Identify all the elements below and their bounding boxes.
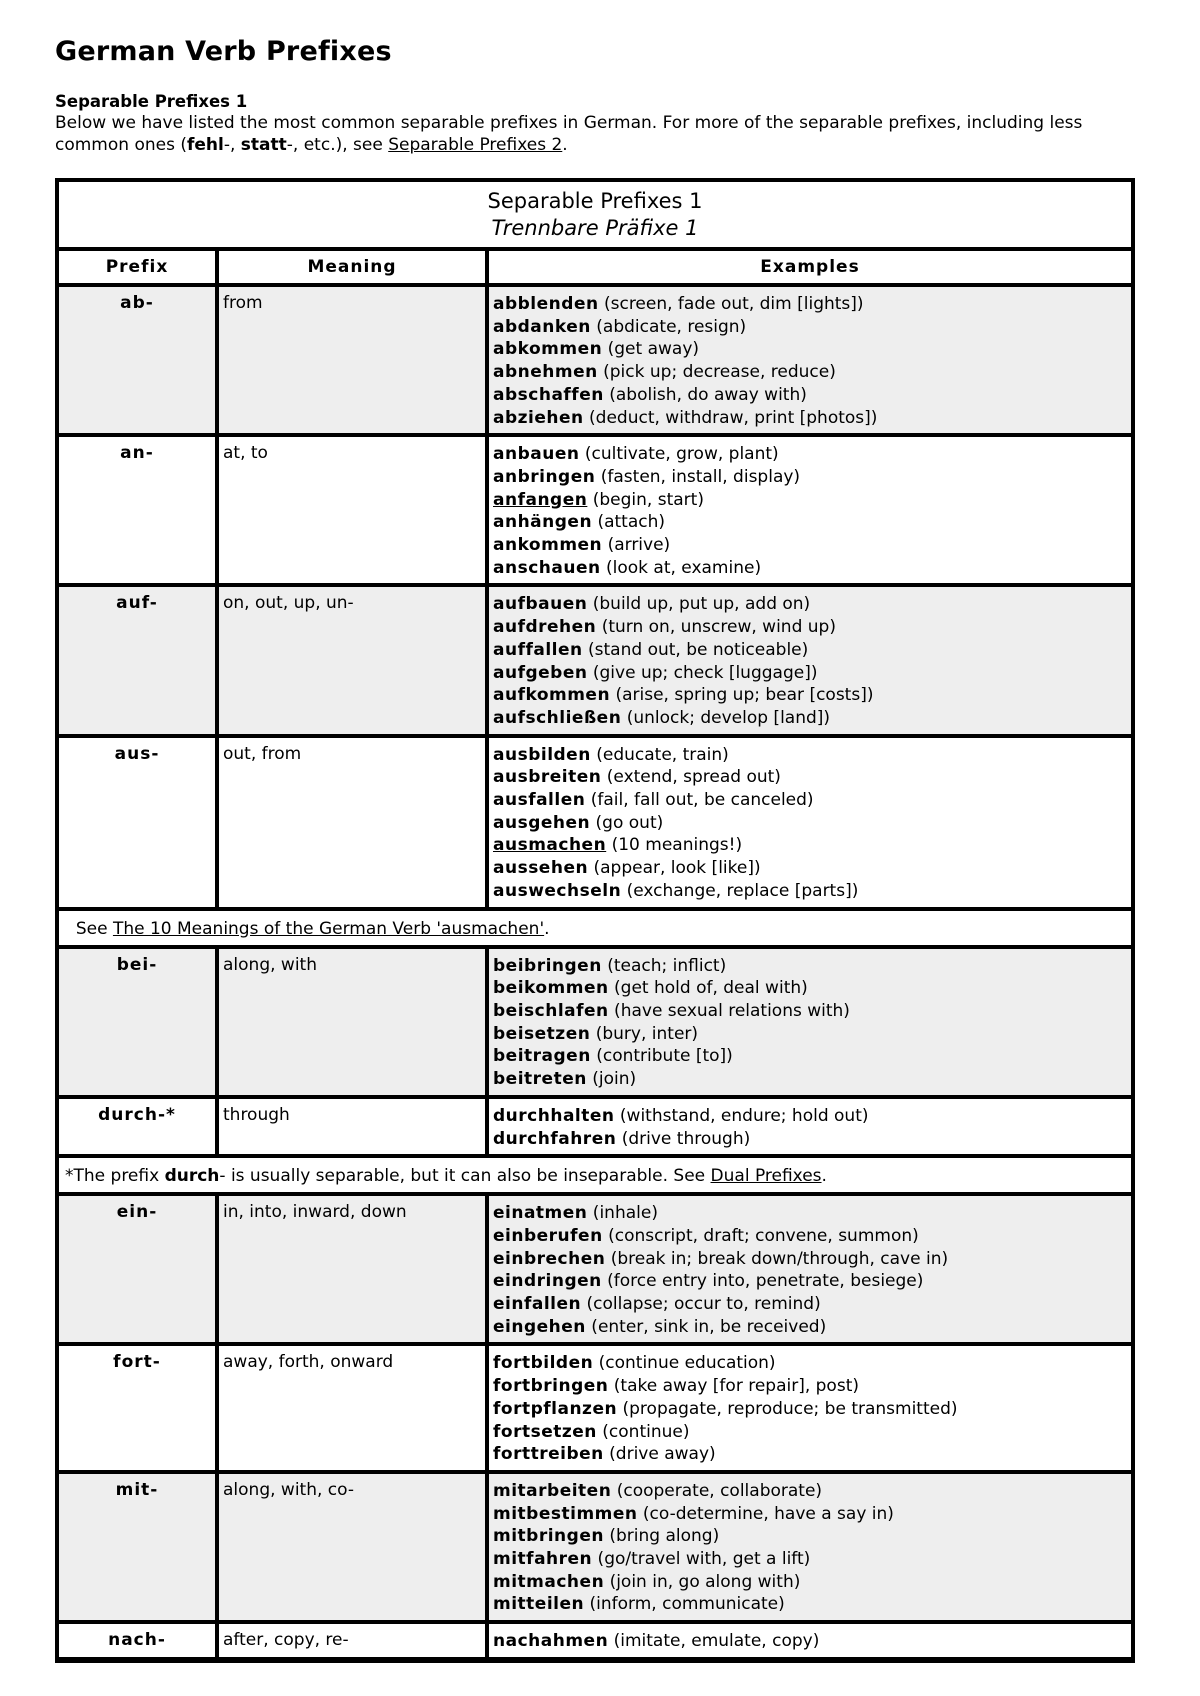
- example-gloss: (stand out, be noticeable): [582, 639, 809, 660]
- example-line: [493, 1045, 1131, 1068]
- table-caption-english: Separable Prefixes 1: [487, 189, 703, 213]
- example-verb: mitarbeiten: [493, 1480, 612, 1501]
- example-line: [493, 489, 1131, 512]
- note-text: .: [544, 918, 550, 939]
- example-gloss: (conscript, draft; convene, summon): [602, 1225, 919, 1246]
- example-verb: einatmen: [493, 1203, 588, 1224]
- example-line: [493, 361, 1131, 384]
- example-line: [493, 1225, 1131, 1248]
- prefix-row: [58, 586, 1132, 736]
- example-verb-link[interactable]: ausmachen: [493, 835, 607, 856]
- prefix-row: [58, 1195, 1132, 1345]
- example-gloss: (get away): [602, 339, 700, 360]
- note-text: *The prefix: [65, 1166, 165, 1187]
- example-verb: abschaffen: [493, 384, 604, 405]
- example-verb: ausfallen: [493, 790, 586, 811]
- prefix-row: [58, 1623, 1132, 1660]
- example-gloss: (pick up; decrease, reduce): [597, 362, 836, 383]
- example-verb: eindringen: [493, 1271, 602, 1292]
- example-gloss: (inhale): [587, 1203, 658, 1224]
- example-line: [493, 1068, 1131, 1091]
- examples-cell: [488, 1195, 1132, 1345]
- example-line: [493, 1000, 1131, 1023]
- example-verb: abnehmen: [493, 362, 598, 383]
- example-gloss: (exchange, replace [parts]): [621, 880, 859, 901]
- example-verb: ausbilden: [493, 744, 591, 765]
- example-line: [493, 812, 1131, 835]
- example-line: [493, 684, 1131, 707]
- example-line: [493, 557, 1131, 580]
- example-line: [493, 789, 1131, 812]
- prefix-cell: aus-: [58, 737, 218, 910]
- prefix-cell: an-: [58, 436, 218, 586]
- example-line: [493, 1480, 1131, 1503]
- prefix-row: [58, 1098, 1132, 1157]
- example-gloss: (withstand, endure; hold out): [614, 1105, 869, 1126]
- example-verb: mitteilen: [493, 1594, 585, 1615]
- example-verb: aufkommen: [493, 685, 611, 706]
- prefix-row: [58, 737, 1132, 910]
- example-gloss: (educate, train): [590, 744, 729, 765]
- header-examples: Examples: [488, 250, 1132, 286]
- separable-prefixes-2-link[interactable]: Separable Prefixes 2: [388, 135, 563, 155]
- example-verb: aufdrehen: [493, 617, 597, 638]
- example-line: [493, 744, 1131, 767]
- prefix-cell: fort-: [58, 1345, 218, 1473]
- note-text: See: [75, 918, 113, 939]
- meaning-cell: on, out, up, un-: [218, 586, 488, 736]
- example-line: [493, 707, 1131, 730]
- prefix-cell: ab-: [58, 286, 218, 436]
- example-line: [493, 1293, 1131, 1316]
- example-verb: ausbreiten: [493, 767, 602, 788]
- example-gloss: (turn on, unscrew, wind up): [596, 617, 836, 638]
- examples-cell: [488, 436, 1132, 586]
- example-line: [493, 443, 1131, 466]
- example-gloss: (cooperate, collaborate): [611, 1480, 823, 1501]
- example-line: [493, 316, 1131, 339]
- example-gloss: (continue): [596, 1421, 690, 1442]
- example-line: [493, 1270, 1131, 1293]
- example-gloss: (cultivate, grow, plant): [579, 444, 779, 465]
- example-line: [493, 955, 1131, 978]
- example-gloss: (attach): [592, 512, 666, 533]
- example-verb: fortpflanzen: [493, 1398, 618, 1419]
- example-gloss: (screen, fade out, dim [lights]): [598, 294, 864, 314]
- examples-cell: [488, 1623, 1132, 1660]
- example-gloss: (give up; check [luggage]): [587, 662, 818, 683]
- example-verb-link[interactable]: anfangen: [493, 489, 588, 510]
- example-verb: anhängen: [493, 512, 593, 533]
- prefix-cell: nach-: [58, 1623, 218, 1660]
- section-title: Separable Prefixes 1: [55, 92, 248, 111]
- prefix-cell: bei-: [58, 948, 218, 1098]
- example-line: [493, 1023, 1131, 1046]
- example-gloss: (build up, put up, add on): [587, 594, 811, 615]
- prefix-cell: auf-: [58, 586, 218, 736]
- example-line: [493, 1352, 1131, 1375]
- example-gloss: (contribute [to]): [590, 1046, 733, 1067]
- example-gloss: (unlock; develop [land]): [621, 707, 831, 728]
- example-verb: anschauen: [493, 557, 601, 578]
- meaning-cell: away, forth, onward: [218, 1345, 488, 1473]
- prefix-cell: ein-: [58, 1195, 218, 1345]
- example-verb: mitbringen: [493, 1526, 604, 1547]
- example-line: [493, 1398, 1131, 1421]
- example-line: [493, 662, 1131, 685]
- prefix-row: [58, 948, 1132, 1098]
- intro-text: .: [562, 135, 568, 155]
- example-line: [493, 766, 1131, 789]
- example-verb: nachahmen: [493, 1631, 609, 1652]
- examples-cell: [488, 948, 1132, 1098]
- example-line: [493, 407, 1131, 430]
- example-line: [493, 293, 1131, 316]
- note-durch: [58, 1157, 1132, 1195]
- example-gloss: (drive away): [603, 1444, 716, 1465]
- meaning-cell: after, copy, re-: [218, 1623, 488, 1660]
- example-gloss: (extend, spread out): [601, 767, 781, 788]
- example-gloss: (bury, inter): [590, 1023, 699, 1044]
- examples-cell: [488, 586, 1132, 736]
- example-gloss: (fasten, install, display): [595, 466, 801, 487]
- example-gloss: (get hold of, deal with): [608, 978, 808, 999]
- page-title: German Verb Prefixes: [55, 36, 392, 67]
- example-gloss: (bring along): [603, 1526, 720, 1547]
- example-verb: abziehen: [493, 407, 584, 428]
- example-line: [493, 1105, 1131, 1128]
- example-verb: anbringen: [493, 466, 596, 487]
- example-line: [493, 1571, 1131, 1594]
- prefix-cell: mit-: [58, 1473, 218, 1623]
- example-gloss: (drive through): [616, 1128, 751, 1149]
- example-verb: beibringen: [493, 955, 602, 976]
- example-line: [493, 338, 1131, 361]
- table-caption-german: Trennbare Präfixe 1: [491, 216, 699, 240]
- example-verb: durchfahren: [493, 1128, 617, 1149]
- example-verb: eingehen: [493, 1316, 586, 1337]
- example-gloss: (look at, examine): [600, 557, 762, 578]
- example-line: [493, 616, 1131, 639]
- intro-text: Below we have listed the most common separable prefixes in German. For more of the separable prefixes, including less common ones (: [55, 113, 1083, 155]
- example-line: [493, 1593, 1131, 1616]
- prefix-row: [58, 1473, 1132, 1623]
- example-line: [493, 384, 1131, 407]
- example-line: [493, 1443, 1131, 1466]
- example-gloss: (collapse; occur to, remind): [581, 1294, 821, 1315]
- example-line: [493, 1525, 1131, 1548]
- example-verb: mitbestimmen: [493, 1503, 638, 1524]
- intro-bold-fehl: fehl: [186, 135, 224, 155]
- example-gloss: (arise, spring up; bear [costs]): [610, 685, 874, 706]
- intro-text: -, etc.), see: [286, 135, 389, 155]
- header-prefix: Prefix: [58, 250, 218, 286]
- example-line: [493, 593, 1131, 616]
- example-line: [493, 1202, 1131, 1225]
- prefix-table: [55, 178, 1135, 1663]
- example-verb: ausgehen: [493, 812, 591, 833]
- example-verb: fortsetzen: [493, 1421, 597, 1442]
- example-gloss: (co-determine, have a say in): [637, 1503, 894, 1524]
- example-gloss: (join): [586, 1069, 637, 1090]
- example-gloss: (propagate, reproduce; be transmitted): [617, 1398, 958, 1419]
- example-verb: forttreiben: [493, 1444, 604, 1465]
- example-line: [493, 534, 1131, 557]
- note-bold-durch: durch: [164, 1166, 220, 1187]
- meaning-cell: along, with: [218, 948, 488, 1098]
- intro-text: -,: [223, 135, 241, 155]
- example-gloss: (continue education): [593, 1353, 776, 1374]
- example-verb: auswechseln: [493, 880, 622, 901]
- example-gloss: (appear, look [like]): [588, 858, 761, 879]
- prefix-row: [58, 286, 1132, 436]
- example-verb: abdanken: [493, 316, 591, 337]
- example-verb: aufbauen: [493, 594, 588, 615]
- example-verb: beikommen: [493, 978, 609, 999]
- note-ausmachen: [58, 910, 1132, 948]
- header-meaning: Meaning: [218, 250, 488, 286]
- example-verb: durchhalten: [493, 1105, 615, 1126]
- example-line: [493, 977, 1131, 1000]
- example-gloss: (teach; inflict): [601, 955, 727, 976]
- examples-cell: [488, 1345, 1132, 1473]
- example-verb: mitmachen: [493, 1571, 605, 1592]
- prefix-cell: durch-*: [58, 1098, 218, 1157]
- example-line: [493, 1128, 1131, 1151]
- example-gloss: (take away [for repair], post): [608, 1376, 859, 1397]
- example-gloss: (arrive): [602, 535, 671, 556]
- ausmachen-meanings-link[interactable]: The 10 Meanings of the German Verb 'ausmachen': [112, 918, 545, 939]
- example-verb: aussehen: [493, 858, 589, 879]
- example-verb: mitfahren: [493, 1549, 593, 1570]
- prefix-row: [58, 436, 1132, 586]
- example-line: [493, 857, 1131, 880]
- examples-cell: [488, 1098, 1132, 1157]
- meaning-cell: at, to: [218, 436, 488, 586]
- example-verb: beitragen: [493, 1046, 591, 1067]
- example-line: [493, 1316, 1131, 1339]
- example-verb: einbrechen: [493, 1248, 606, 1269]
- example-gloss: (begin, start): [587, 489, 704, 510]
- example-line: [493, 1503, 1131, 1526]
- example-verb: aufschließen: [493, 707, 622, 728]
- example-verb: abkommen: [493, 339, 603, 360]
- example-gloss: (join in, go along with): [604, 1571, 801, 1592]
- example-line: [493, 1375, 1131, 1398]
- example-verb: aufgeben: [493, 662, 588, 683]
- example-gloss: (force entry into, penetrate, besiege): [601, 1271, 924, 1292]
- meaning-cell: through: [218, 1098, 488, 1157]
- examples-cell: [488, 737, 1132, 910]
- example-verb: beischlafen: [493, 1000, 609, 1021]
- example-verb: auffallen: [493, 639, 583, 660]
- table-caption: [58, 181, 1132, 250]
- meaning-cell: out, from: [218, 737, 488, 910]
- example-verb: einfallen: [493, 1294, 582, 1315]
- examples-cell: [488, 1473, 1132, 1623]
- example-line: [493, 1548, 1131, 1571]
- example-verb: einberufen: [493, 1225, 603, 1246]
- intro-paragraph: [55, 112, 1135, 156]
- example-gloss: (have sexual relations with): [608, 1000, 850, 1021]
- example-verb: ankommen: [493, 535, 603, 556]
- example-gloss: (deduct, withdraw, print [photos]): [583, 407, 878, 428]
- intro-bold-statt: statt: [240, 135, 287, 155]
- prefix-row: [58, 1345, 1132, 1473]
- examples-cell: [488, 286, 1132, 436]
- example-gloss: (go/travel with, get a lift): [592, 1549, 811, 1570]
- example-verb: fortbringen: [493, 1376, 609, 1397]
- example-gloss: (imitate, emulate, copy): [608, 1631, 820, 1652]
- example-line: [493, 639, 1131, 662]
- note-text: - is usually separable, but it can also be inseparable. See: [219, 1166, 711, 1187]
- example-gloss: (break in; break down/through, cave in): [605, 1248, 949, 1269]
- example-line: [493, 511, 1131, 534]
- example-gloss: (abdicate, resign): [590, 316, 747, 337]
- example-gloss: (10 meanings!): [606, 835, 743, 856]
- example-line: [493, 834, 1131, 857]
- example-line: [493, 1248, 1131, 1271]
- example-verb: abblenden: [493, 294, 599, 314]
- note-text: .: [821, 1166, 827, 1187]
- example-gloss: (abolish, do away with): [603, 384, 807, 405]
- meaning-cell: along, with, co-: [218, 1473, 488, 1623]
- example-line: [493, 1630, 1131, 1653]
- meaning-cell: in, into, inward, down: [218, 1195, 488, 1345]
- document-page: [55, 36, 1135, 1663]
- example-line: [493, 1421, 1131, 1444]
- example-gloss: (fail, fall out, be canceled): [585, 790, 814, 811]
- meaning-cell: from: [218, 286, 488, 436]
- example-gloss: (go out): [590, 812, 664, 833]
- example-verb: beisetzen: [493, 1023, 591, 1044]
- dual-prefixes-link[interactable]: Dual Prefixes: [710, 1166, 822, 1187]
- example-verb: beitreten: [493, 1069, 587, 1090]
- example-verb: fortbilden: [493, 1353, 594, 1374]
- example-line: [493, 466, 1131, 489]
- example-gloss: (inform, communicate): [584, 1594, 785, 1615]
- example-line: [493, 880, 1131, 903]
- example-gloss: (enter, sink in, be received): [585, 1316, 827, 1337]
- example-verb: anbauen: [493, 444, 580, 465]
